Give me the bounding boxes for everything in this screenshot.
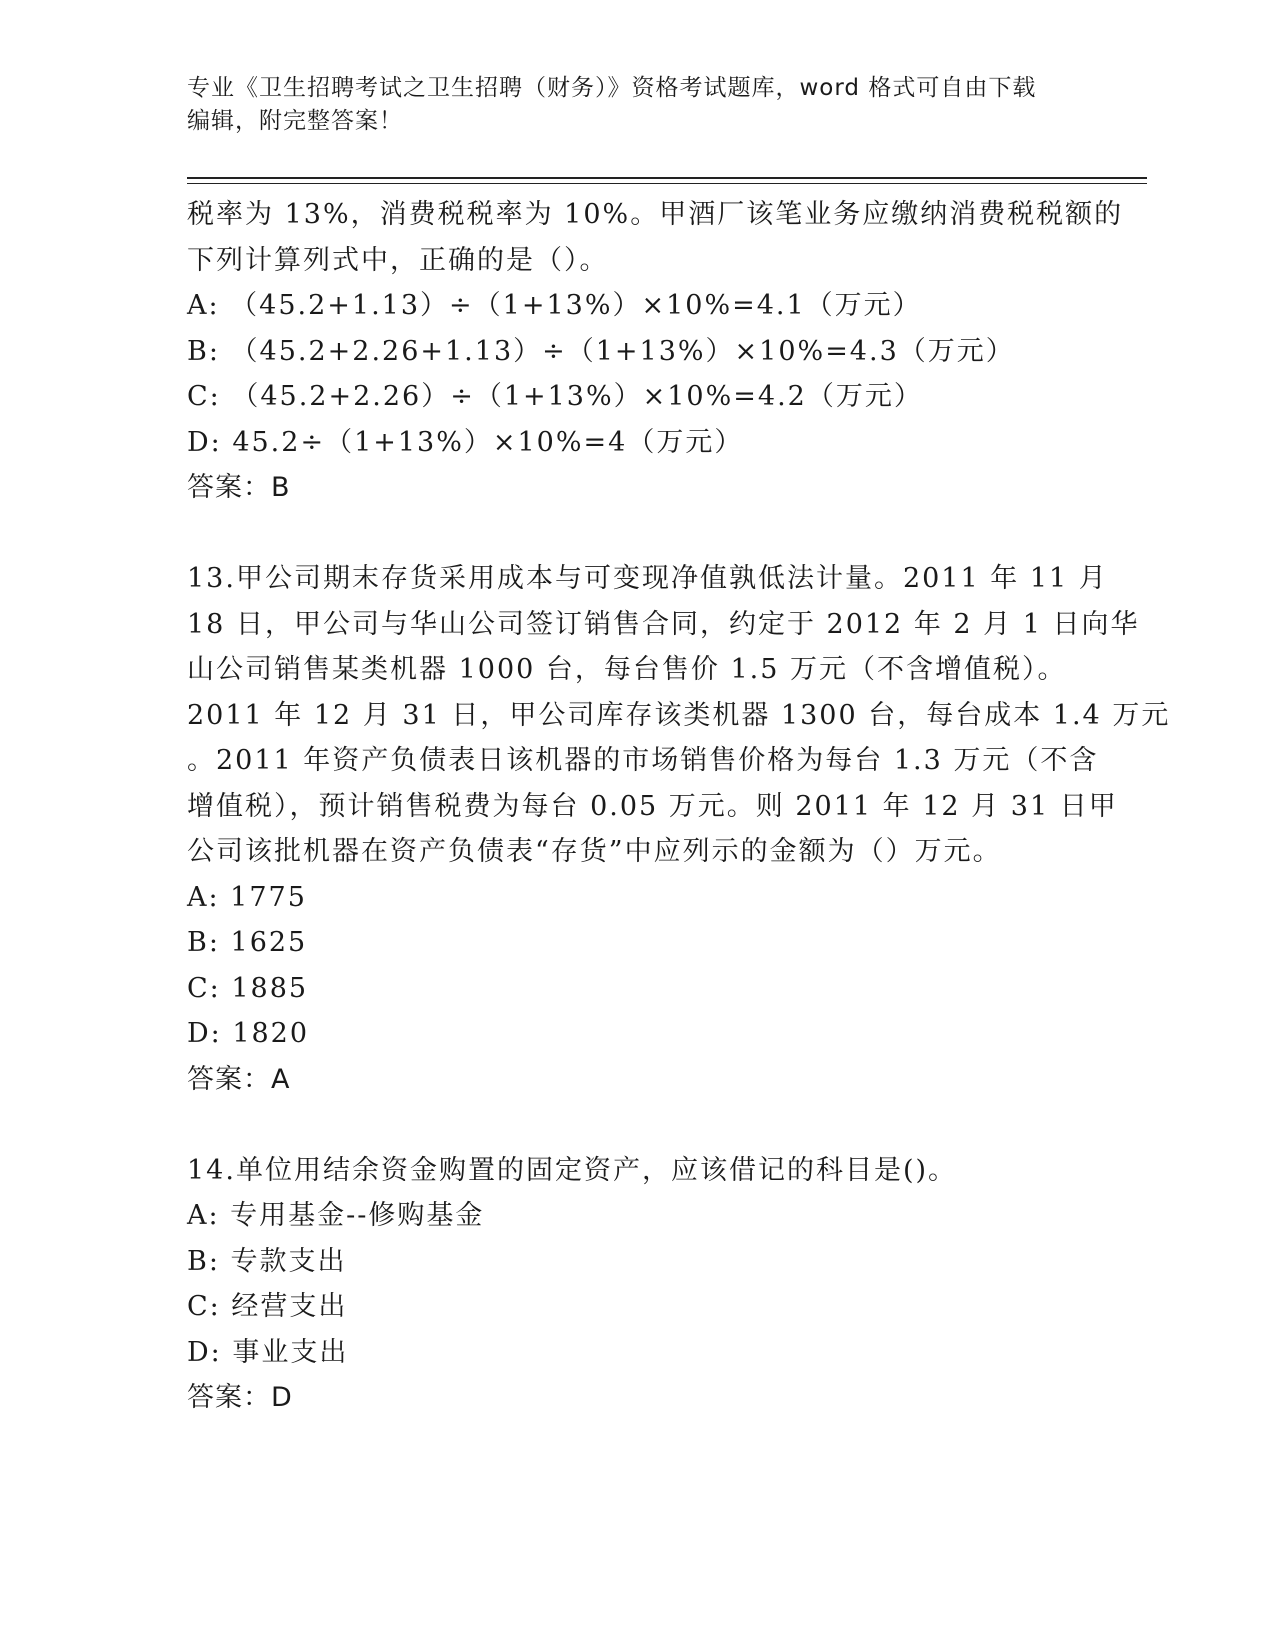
question-text-line: 14.单位用结余资金购置的固定资产，应该借记的科目是()。 (187, 1154, 958, 1186)
question-14-block (187, 1148, 1107, 1421)
spacer (187, 511, 1107, 557)
option-d: D: 1820 (187, 1018, 310, 1049)
question-text-line: 公司该批机器在资产负债表“存货”中应列示的金额为（）万元。 (187, 836, 1002, 867)
option-d: D: 事业支出 (187, 1336, 349, 1368)
option-c: C: 经营支出 (187, 1291, 348, 1322)
option-a: A: 专用基金--修购基金 (187, 1200, 485, 1231)
question-text-line: 18 日，甲公司与华山公司签订销售合同，约定于 2012 年 2 月 1 日向华 (187, 608, 1140, 640)
question-text-line: 下列计算列式中，正确的是（）。 (187, 244, 609, 276)
answer-line: 答案：D (187, 1382, 293, 1413)
question-12-block (187, 192, 1124, 511)
option-a: A: 1775 (187, 881, 307, 913)
answer-line: 答案：B (187, 472, 291, 503)
question-text-line: 2011 年 12 月 31 日，甲公司库存该类机器 1300 台，每台成本 1.4 万元 (187, 699, 1171, 731)
header-divider-thick (187, 177, 1147, 179)
question-text-line: 增值税），预计销售税费为每台 0.05 万元。则 2011 年 12 月 31 日甲 (187, 790, 1118, 822)
document-header (187, 72, 1087, 138)
document-body (187, 192, 1171, 1421)
header-line-2: 编辑，附完整答案！ (187, 108, 403, 134)
answer-line: 答案：A (187, 1063, 291, 1095)
header-line-1: 专业《卫生招聘考试之卫生招聘（财务）》资格考试题库，word 格式可自由下载 (187, 75, 1037, 101)
option-c: C: 1885 (187, 972, 309, 1004)
option-d: D: 45.2÷（1+13%）×10%=4（万元） (187, 426, 744, 458)
question-text-line: 。2011 年资产负债表日该机器的市场销售价格为每台 1.3 万元（不含 (187, 745, 1099, 776)
spacer (187, 1102, 1107, 1148)
option-b: B: 1625 (187, 927, 308, 958)
option-a: A: （45.2+1.13）÷（1+13%）×10%=4.1（万元） (187, 290, 922, 321)
header-divider-thin (187, 183, 1147, 184)
option-b: B: （45.2+2.26+1.13）÷（1+13%）×10%=4.3（万元） (187, 335, 1015, 367)
option-b: B: 专款支出 (187, 1245, 347, 1277)
option-c: C: （45.2+2.26）÷（1+13%）×10%=4.2（万元） (187, 381, 923, 412)
question-text-line: 山公司销售某类机器 1000 台，每台售价 1.5 万元（不含增值税）。 (187, 654, 1067, 685)
question-13-block (187, 556, 1171, 1102)
question-text-line: 税率为 13%，消费税税率为 10%。甲酒厂该笔业务应缴纳消费税税额的 (187, 199, 1124, 230)
question-text-line: 13.甲公司期末存货采用成本与可变现净值孰低法计量。2011 年 11 月 (187, 563, 1108, 594)
